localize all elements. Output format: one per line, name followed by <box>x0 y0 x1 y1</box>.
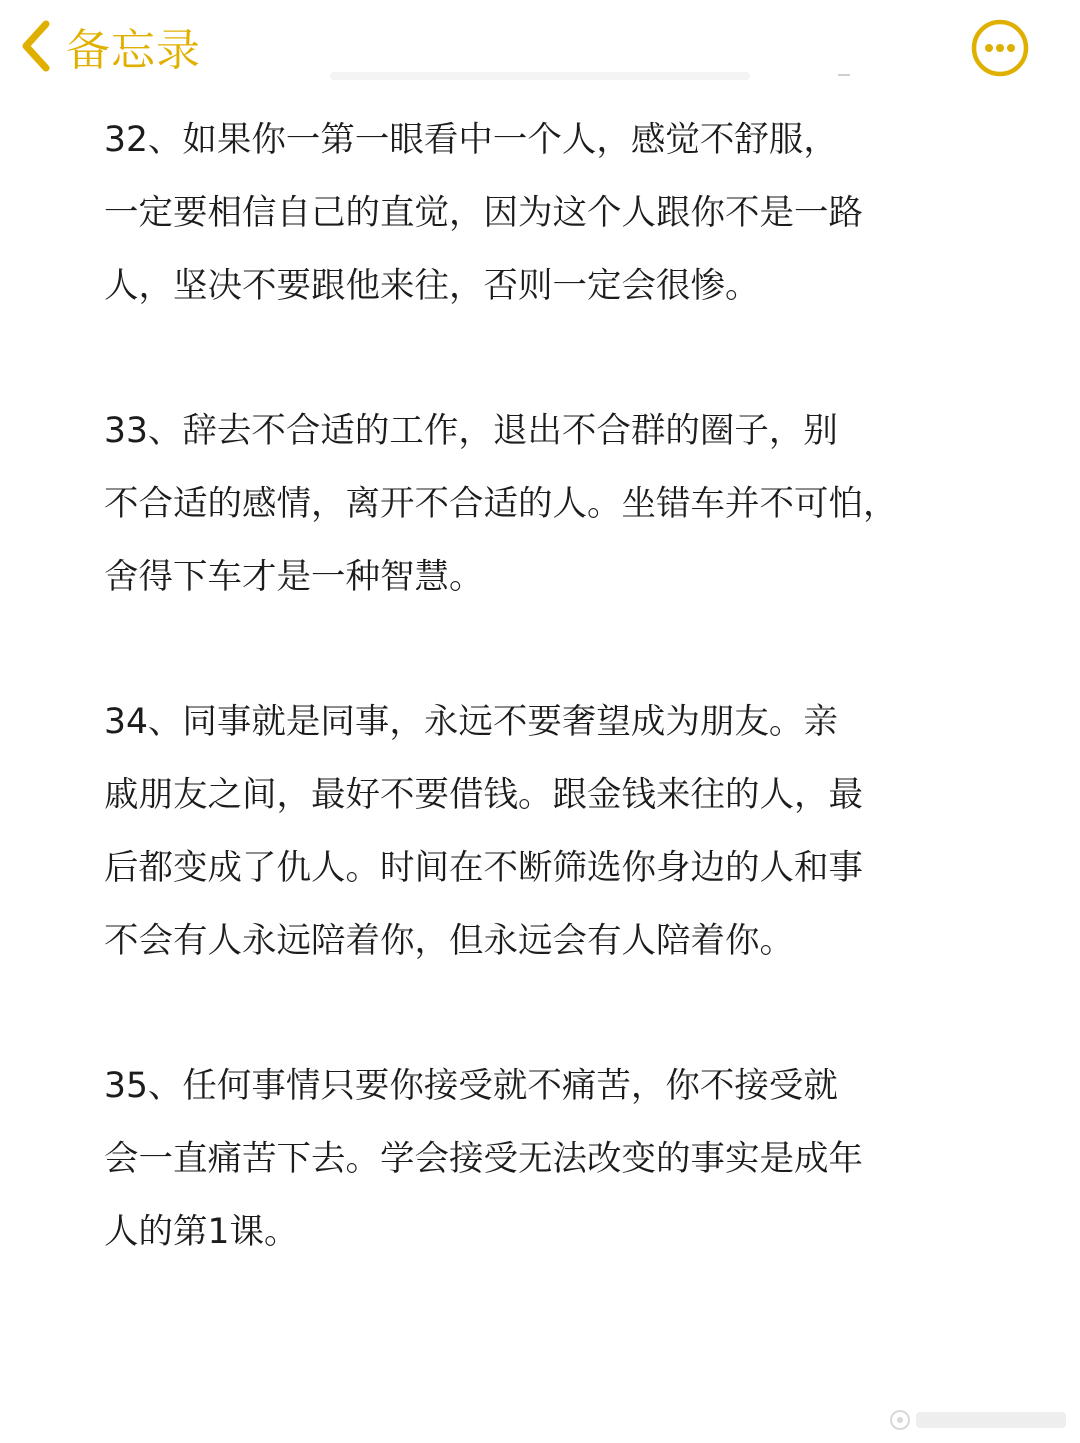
note-line: 舍得下车才是一种智慧。 <box>104 557 484 597</box>
back-label: 备忘录 <box>66 25 201 76</box>
note-line: 不合适的感情，离开不合适的人。坐错车并不可怕， <box>104 484 898 524</box>
note-body[interactable] <box>104 104 964 1341</box>
more-dots-icon <box>970 18 1030 78</box>
chevron-left-icon <box>18 18 52 74</box>
note-line: 戚朋友之间，最好不要借钱。跟金钱来往的人，最 <box>104 775 863 815</box>
note-line: 35、任何事情只要你接受就不痛苦，你不接受就 <box>104 1066 838 1106</box>
note-line: 不会有人永远陪着你，但永远会有人陪着你。 <box>104 921 794 961</box>
note-line: 后都变成了仇人。时间在不断筛选你身边的人和事 <box>104 848 863 888</box>
note-line: 32、如果你一第一眼看中一个人，感觉不舒服， <box>104 120 838 160</box>
note-line: 人，坚决不要跟他来往，否则一定会很惨。 <box>104 266 760 306</box>
note-line: 会一直痛苦下去。学会接受无法改变的事实是成年 <box>104 1139 863 1179</box>
note-line: 33、辞去不合适的工作，退出不合群的圈子，别 <box>104 411 838 451</box>
note-line: 34、同事就是同事，永远不要奢望成为朋友。亲 <box>104 702 838 742</box>
more-options-button[interactable] <box>970 18 1030 78</box>
back-button[interactable] <box>18 14 201 78</box>
note-entry-32 <box>104 104 964 323</box>
note-line: 人的第1课。 <box>104 1212 299 1252</box>
watermark-logo <box>888 1406 1068 1434</box>
note-entry-33 <box>104 395 964 614</box>
note-entry-35 <box>104 1050 964 1269</box>
navigation-bar <box>0 0 1080 100</box>
note-entry-34 <box>104 686 964 978</box>
note-line: 一定要相信自己的直觉，因为这个人跟你不是一路 <box>104 193 863 233</box>
faint-title-ghost <box>330 66 850 86</box>
